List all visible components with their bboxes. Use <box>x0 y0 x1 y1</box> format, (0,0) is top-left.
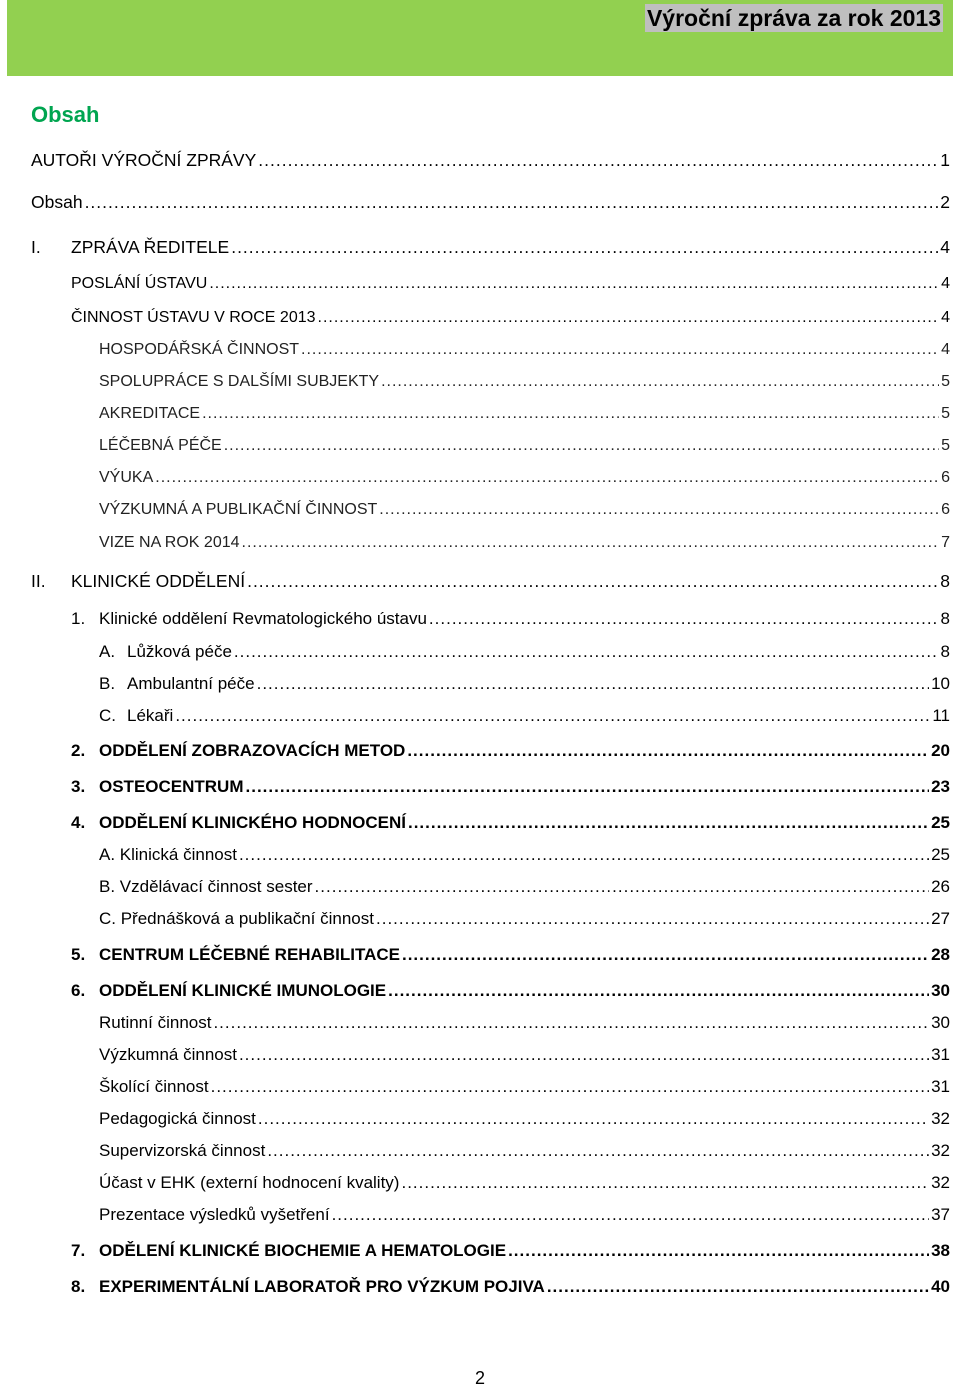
toc-entry-title: AUTOŘI VÝROČNÍ ZPRÁVY <box>31 150 257 170</box>
toc-dot-leader <box>257 672 929 696</box>
toc-dot-leader <box>332 1203 930 1227</box>
toc-entry-title: B. Vzdělávací činnost sester <box>99 877 313 896</box>
toc-dot-leader <box>209 273 939 295</box>
toc-entry[interactable] <box>31 569 950 593</box>
toc-dot-leader <box>258 1107 929 1131</box>
toc-entry-number: 3. <box>71 777 86 796</box>
toc-entry[interactable] <box>71 775 950 799</box>
toc-entry-number: 8. <box>71 1277 86 1296</box>
toc-entry[interactable] <box>99 467 950 489</box>
toc-entry-title: Rutinní činnost <box>99 1013 212 1032</box>
toc-entry-number: 2. <box>71 741 86 760</box>
toc-entry-title: Účast v EHK (externí hodnocení kvality) <box>99 1173 400 1192</box>
toc-entry-number: 4. <box>71 813 86 832</box>
toc-entry-title: Prezentace výsledků vyšetření <box>99 1205 330 1224</box>
toc-entry[interactable] <box>71 607 950 631</box>
toc-entry[interactable] <box>71 739 950 763</box>
toc-entry-title: ZPRÁVA ŘEDITELE <box>71 237 230 257</box>
toc-entry-page: 4 <box>941 275 950 292</box>
toc-dot-leader <box>211 1075 929 1099</box>
toc-entry[interactable] <box>99 1139 950 1163</box>
toc-entry[interactable] <box>71 307 950 329</box>
toc-dot-leader <box>155 467 939 489</box>
toc-entry[interactable] <box>99 907 950 931</box>
toc-entry[interactable] <box>99 640 950 664</box>
toc-entry-page: 10 <box>931 674 950 693</box>
toc-entry-number: 6. <box>71 981 86 1000</box>
toc-entry-page: 31 <box>931 1077 950 1096</box>
toc-entry-title: OSTEOCENTRUM <box>99 777 244 796</box>
toc-entry-number: B. <box>99 674 116 693</box>
toc-entry[interactable] <box>71 1239 950 1263</box>
toc-entry-page: 11 <box>932 706 950 725</box>
toc-dot-leader <box>508 1239 929 1263</box>
toc-entry-title: LÉČEBNÁ PÉČE <box>99 437 222 454</box>
toc-entry[interactable] <box>99 1171 950 1195</box>
toc-dot-leader <box>246 775 930 799</box>
toc-entry-title: Pedagogická činnost <box>99 1109 256 1128</box>
toc-entry[interactable] <box>99 403 950 425</box>
toc-entry-title: Supervizorská činnost <box>99 1141 266 1160</box>
toc-dot-leader <box>547 1275 929 1299</box>
toc-entry[interactable] <box>71 943 950 967</box>
toc-entry-page: 26 <box>931 877 950 896</box>
toc-entry-title: KLINICKÉ ODDĚLENÍ <box>71 571 246 591</box>
header-band <box>7 0 953 76</box>
toc-entry-page: 8 <box>940 609 950 628</box>
toc-entry-number: 1. <box>71 609 86 628</box>
toc-entry-number: C. <box>99 706 116 725</box>
toc-entry-page: 37 <box>931 1205 950 1224</box>
toc-entry[interactable] <box>99 1107 950 1131</box>
toc-entry-title: Ambulantní péče <box>127 674 255 693</box>
toc-dot-leader <box>239 1043 929 1067</box>
toc-dot-leader <box>234 640 939 664</box>
toc-entry-page: 7 <box>941 534 950 551</box>
toc-entry[interactable] <box>99 1011 950 1035</box>
toc-dot-leader <box>202 403 939 425</box>
toc-entry[interactable] <box>71 979 950 1003</box>
toc-entry-page: 8 <box>940 642 950 661</box>
page-number: 2 <box>474 1368 485 1388</box>
toc-dot-leader <box>258 148 938 172</box>
toc-entry[interactable] <box>99 1043 950 1067</box>
toc-entry-page: 25 <box>931 845 950 864</box>
toc-dot-leader <box>408 811 929 835</box>
toc-dot-leader <box>407 739 929 763</box>
toc-entry-page: 25 <box>931 813 950 832</box>
toc-entry-title: Školící činnost <box>99 1077 209 1096</box>
toc-entry-page: 30 <box>931 1013 950 1032</box>
toc-entry-page: 31 <box>931 1045 950 1064</box>
toc-entry-number: I. <box>31 237 41 257</box>
toc-entry-title: Výzkumná činnost <box>99 1045 237 1064</box>
toc-heading: Obsah <box>31 102 100 127</box>
toc-entry-title: ODDĚLENÍ ZOBRAZOVACÍCH METOD <box>99 741 406 760</box>
toc-entry-page: 32 <box>931 1141 950 1160</box>
toc-dot-leader <box>381 371 939 393</box>
toc-entry[interactable] <box>71 811 950 835</box>
toc-entry[interactable] <box>31 235 950 259</box>
toc-entry[interactable] <box>99 672 950 696</box>
toc-dot-leader <box>175 704 930 728</box>
toc-entry-title: A. Klinická činnost <box>99 845 237 864</box>
toc-entry-page: 20 <box>931 741 950 760</box>
toc-entry[interactable] <box>99 1203 950 1227</box>
toc-dot-leader <box>242 532 940 554</box>
toc-dot-leader <box>402 943 929 967</box>
toc-entry-page: 23 <box>931 777 950 796</box>
toc-entry-page: 30 <box>931 981 950 1000</box>
toc-entry-title: VÝZKUMNÁ A PUBLIKAČNÍ ČINNOST <box>99 501 378 518</box>
toc-entry[interactable] <box>99 843 950 867</box>
toc-entry[interactable] <box>71 273 950 295</box>
toc-entry-title: VÝUKA <box>99 469 154 486</box>
toc-entry-title: Lůžková péče <box>127 642 232 661</box>
toc-entry-title: AKREDITACE <box>99 405 201 422</box>
toc-entry-title: HOSPODÁŘSKÁ ČINNOST <box>99 341 300 358</box>
toc-dot-leader <box>247 569 938 593</box>
toc-entry[interactable] <box>99 371 950 393</box>
toc-dot-leader <box>267 1139 929 1163</box>
toc-dot-leader <box>379 499 939 521</box>
toc-entry-number: 7. <box>71 1241 86 1260</box>
toc-entry-page: 4 <box>941 341 950 358</box>
toc-entry-page: 6 <box>941 501 950 518</box>
toc-entry-page: 28 <box>931 945 950 964</box>
toc-entry[interactable] <box>99 704 950 728</box>
toc-entry-number: A. <box>99 642 116 661</box>
toc-entry-page: 4 <box>940 237 950 257</box>
toc-entry-page: 8 <box>940 571 950 591</box>
toc-dot-leader <box>85 190 939 214</box>
toc-entry-title: CENTRUM LÉČEBNÉ REHABILITACE <box>99 945 400 964</box>
report-title: Výroční zpráva za rok 2013 <box>646 5 941 31</box>
toc-entry-page: 5 <box>941 437 950 454</box>
toc-dot-leader <box>239 843 929 867</box>
toc-dot-leader <box>231 235 938 259</box>
toc-dot-leader <box>388 979 929 1003</box>
toc-entry-page: 1 <box>940 150 950 170</box>
toc-entry-number: II. <box>31 571 46 591</box>
toc-entry-page: 4 <box>941 309 950 326</box>
toc-entry-page: 2 <box>940 192 950 212</box>
toc-entry-title: Obsah <box>31 192 83 212</box>
toc-entry-page: 32 <box>931 1173 950 1192</box>
toc-entry-title: C. Přednášková a publikační činnost <box>99 909 374 928</box>
toc-entry[interactable] <box>31 190 950 214</box>
toc-dot-leader <box>401 1171 929 1195</box>
toc-entry-page: 27 <box>931 909 950 928</box>
toc-entry-page: 38 <box>931 1241 950 1260</box>
toc-dot-leader <box>224 435 939 457</box>
toc-dot-leader <box>429 607 939 631</box>
toc-entry-title: SPOLUPRÁCE S DALŠÍMI SUBJEKTY <box>99 373 380 390</box>
toc-entry-title: EXPERIMENTÁLNÍ LABORATOŘ PRO VÝZKUM POJIVA <box>99 1277 545 1296</box>
toc-entry[interactable] <box>99 499 950 521</box>
toc-entry-page: 40 <box>931 1277 950 1296</box>
toc-dot-leader <box>315 875 930 899</box>
toc-entry[interactable] <box>99 1075 950 1099</box>
toc-dot-leader <box>301 339 939 361</box>
toc-entry-page: 5 <box>941 373 950 390</box>
toc-entry-title: ODDĚLENÍ KLINICKÉHO HODNOCENÍ <box>99 813 406 832</box>
toc-entry-number: 5. <box>71 945 86 964</box>
toc-dot-leader <box>318 307 940 329</box>
toc-entry-title: VIZE NA ROK 2014 <box>99 534 240 551</box>
toc-entry-page: 5 <box>941 405 950 422</box>
toc-entry[interactable] <box>71 1275 950 1299</box>
toc-entry[interactable] <box>31 148 950 172</box>
toc-entry-title: ODĚLENÍ KLINICKÉ BIOCHEMIE A HEMATOLOGIE <box>99 1241 507 1260</box>
toc-entry[interactable] <box>99 875 950 899</box>
toc-dot-leader <box>376 907 929 931</box>
toc-entry-page: 6 <box>941 469 950 486</box>
toc-entry-page: 32 <box>931 1109 950 1128</box>
toc-entry-title: ČINNOST ÚSTAVU V ROCE 2013 <box>71 309 316 326</box>
toc-entry[interactable] <box>99 435 950 457</box>
toc-entry[interactable] <box>99 339 950 361</box>
toc-entry-title: ODDĚLENÍ KLINICKÉ IMUNOLOGIE <box>99 981 387 1000</box>
toc-entry-title: Lékaři <box>127 706 174 725</box>
toc-entry[interactable] <box>99 532 950 554</box>
toc-dot-leader <box>213 1011 929 1035</box>
toc-entry-title: Klinické oddělení Revmatologického ústavu <box>99 609 427 628</box>
toc-entry-title: POSLÁNÍ ÚSTAVU <box>71 275 208 292</box>
